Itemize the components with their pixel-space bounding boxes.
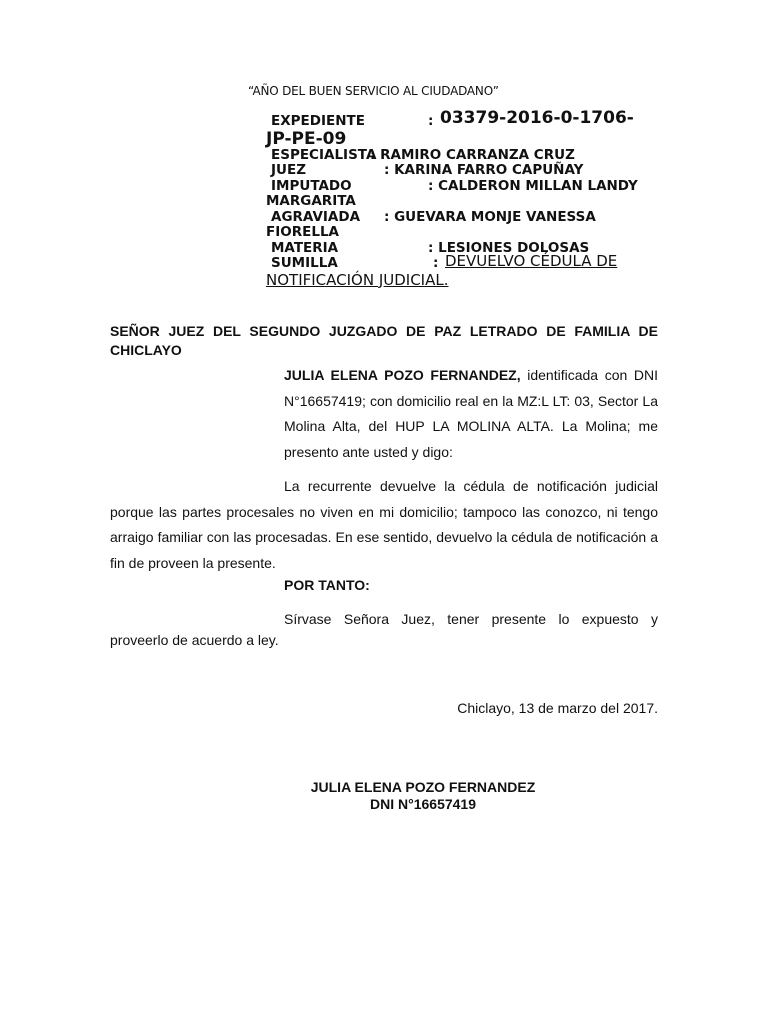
expediente-number-cont: JP-PE-09 [266, 128, 347, 149]
por-tanto-heading: POR TANTO: [284, 577, 370, 593]
case-info-block [266, 108, 666, 289]
date-line: Chiclayo, 13 de marzo del 2017. [457, 700, 658, 716]
intro-text: identificada con DNI N°16657419; con domicilio real en la MZ:L LT: 03, Sector La Molina Alta, del HUP LA MOLINA ALTA. La Molina; me presento ante usted y digo: [284, 367, 658, 460]
expediente-number: 03379-2016-0-1706- [440, 108, 634, 128]
petitioner-name: JULIA ELENA POZO FERNANDEZ, [284, 367, 521, 383]
request-paragraph: Sírvase Señora Juez, tener presente lo expuesto y proveerlo de acuerdo a ley. [110, 611, 658, 648]
case-row-expediente [266, 108, 666, 130]
especialista-label: ESPECIALISTA [271, 146, 377, 163]
juez-value: : KARINA FARRO CAPUÑAY [384, 162, 584, 178]
letter-addressee: SEÑOR JUEZ DEL SEGUNDO JUZGADO DE PAZ LETRADO DE FAMILIA DE CHICLAYO [110, 323, 658, 358]
imputado-label: IMPUTADO [271, 177, 352, 194]
materia-value: : LESIONES DOLOSAS [428, 239, 590, 256]
expediente-label: EXPEDIENTE [271, 113, 365, 129]
signature-name: JULIA ELENA POZO FERNANDEZ [310, 779, 536, 795]
sumilla-label: SUMILLA [271, 255, 338, 271]
signature-block [200, 779, 646, 813]
intro-paragraph [284, 363, 658, 465]
expediente-colon: : [428, 113, 434, 129]
sumilla-value: DEVUELVO CÉDULA DE [445, 252, 618, 270]
imputado-value: : CALDERON MILLAN LANDY [428, 177, 638, 194]
case-row-imputado [266, 179, 666, 195]
signature-dni: DNI N°16657419 [370, 796, 476, 812]
sumilla-colon: : [433, 255, 439, 271]
juez-label: JUEZ [271, 162, 306, 178]
case-row-agraviada [266, 210, 666, 226]
document-motto: “AÑO DEL BUEN SERVICIO AL CIUDADANO” [248, 84, 499, 98]
agraviada-label: AGRAVIADA [271, 208, 361, 225]
especialista-value: : RAMIRO CARRANZA CRUZ [370, 146, 575, 163]
case-row-juez [266, 163, 666, 179]
sumilla-value-cont: NOTIFICACIÓN JUDICIAL. [266, 270, 449, 289]
case-row-sumilla [266, 252, 666, 272]
agraviada-value: : GUEVARA MONJE VANESSA [384, 208, 596, 225]
imputado-value-cont: MARGARITA [266, 193, 356, 209]
body-paragraph: La recurrente devuelve la cédula de notificación judicial porque las partes procesales no viven en mi domicilio; tampoco las conozco, ni tengo arraigo familiar con las procesadas. En ese sentido, devuelvo la cédula de notificación a fin de proveen la presente. [110, 478, 658, 571]
case-row-especialista [266, 148, 666, 164]
materia-label: MATERIA [271, 239, 339, 256]
agraviada-value-cont: FIORELLA [266, 224, 339, 240]
